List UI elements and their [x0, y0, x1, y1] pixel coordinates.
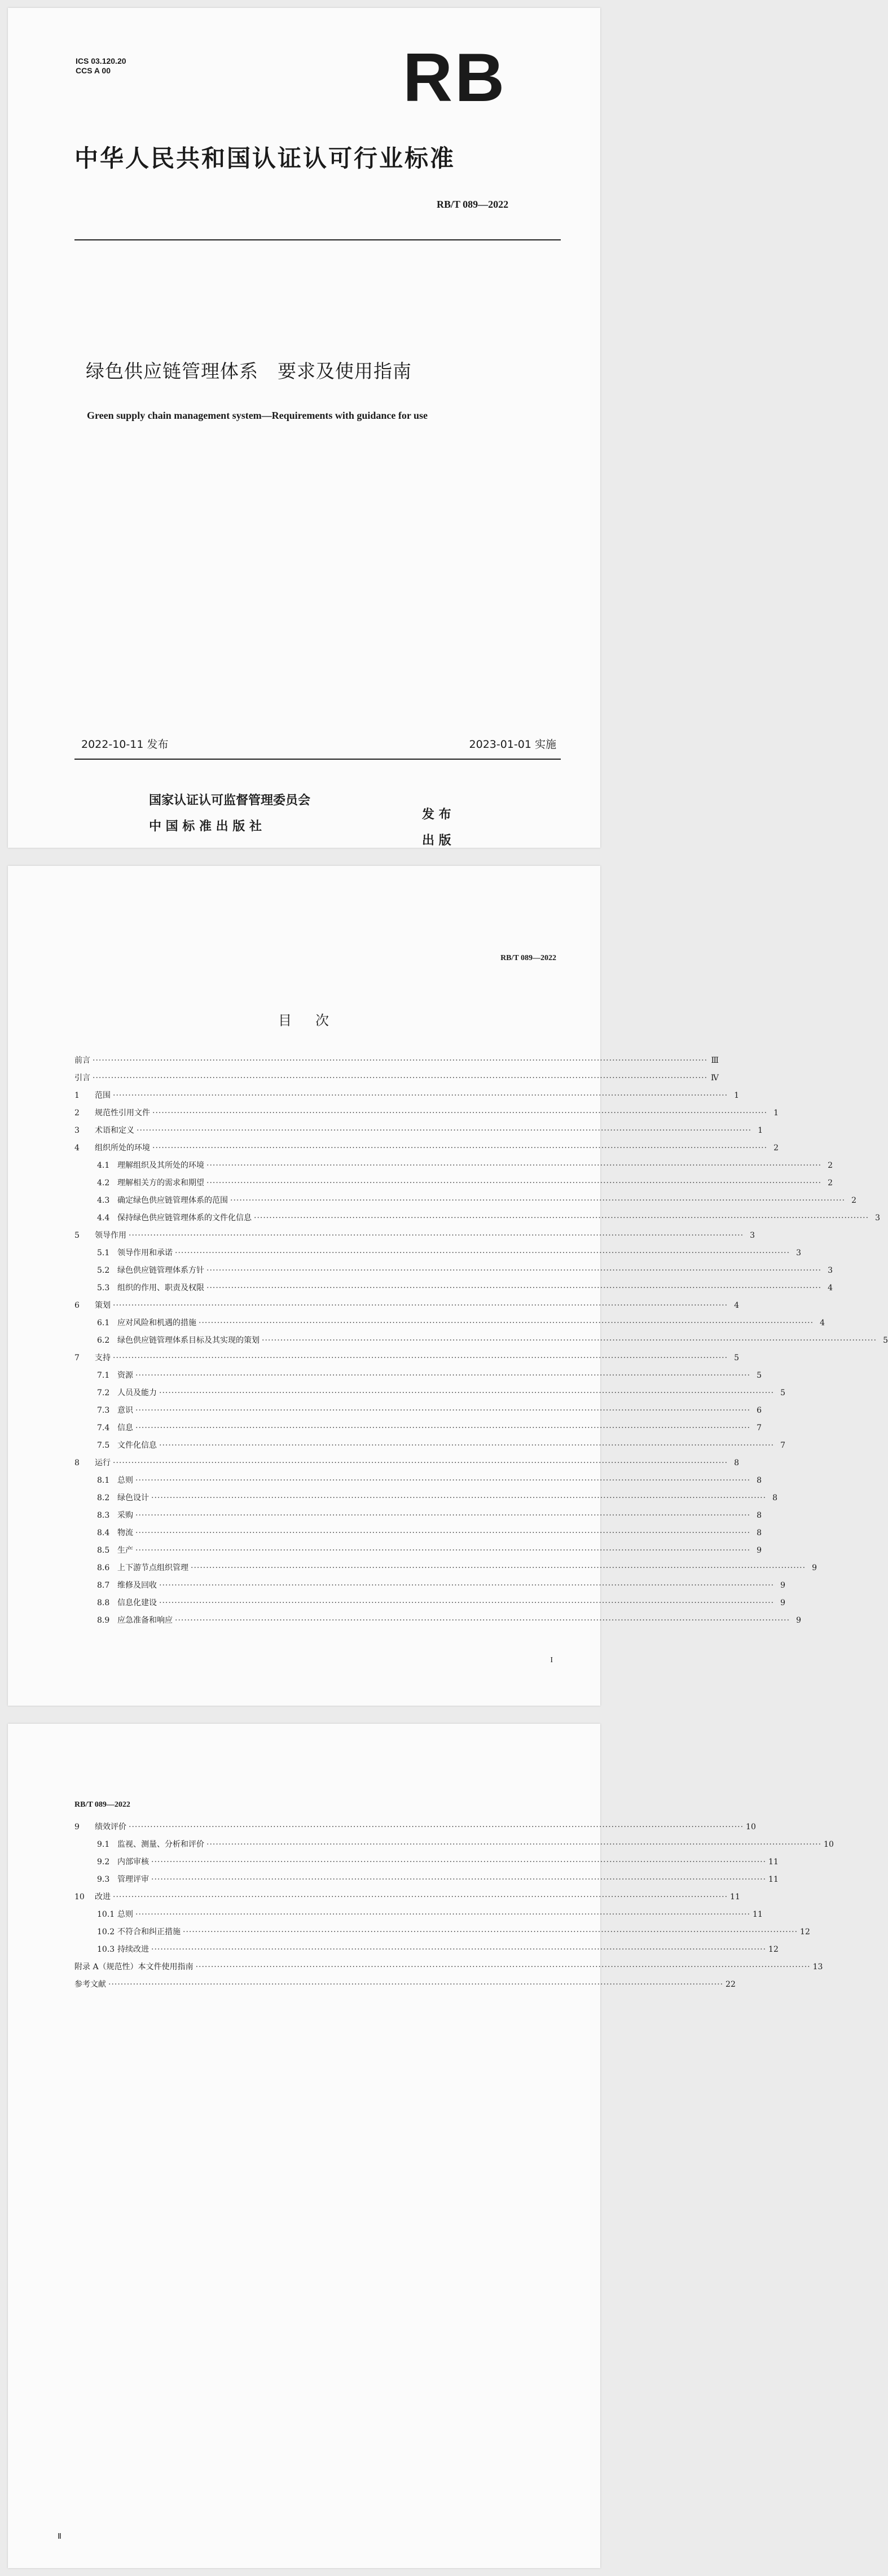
toc-entry-page: 12	[800, 1927, 810, 1937]
toc-title-a: 目	[278, 1013, 293, 1028]
toc-entry-page: 2	[828, 1179, 833, 1188]
toc-entry-text: 不符合和纠正措施	[117, 1927, 181, 1937]
title-cn-sub: 要求及使用指南	[278, 360, 412, 382]
toc-entry-number: 10	[74, 1892, 85, 1902]
toc-entry-label	[97, 1385, 157, 1402]
implement-date: 2023-01-01 实施	[469, 738, 556, 751]
toc-entry-page: 2	[851, 1196, 857, 1205]
toc-entry-page: 9	[812, 1563, 817, 1572]
toc-entry-page: Ⅲ	[711, 1056, 719, 1065]
toc-entry-text: 绿色设计	[117, 1493, 149, 1502]
toc-entry-text: 信息化建设	[117, 1598, 157, 1607]
toc-leader-dots: ········································································································································································································	[159, 1441, 775, 1450]
page-number: Ⅱ	[58, 2533, 61, 2541]
toc-entry	[74, 1924, 810, 1941]
toc-entry-number: 8.9	[97, 1616, 110, 1625]
toc-entry-text: 生产	[117, 1546, 133, 1555]
toc-leader-dots: ········································································································································································································	[113, 1892, 728, 1902]
toc-entry-label	[74, 1052, 90, 1070]
toc-entry	[74, 1577, 786, 1594]
toc-entry	[74, 1854, 779, 1871]
cover-page	[8, 8, 600, 848]
toc-leader-dots: ········································································································································································································	[191, 1563, 806, 1572]
toc-leader-dots: ········································································································································································································	[135, 1511, 751, 1520]
toc-entry-label	[74, 1070, 90, 1087]
toc-entry	[74, 1402, 762, 1420]
toc-leader-dots: ········································································································································································································	[151, 1945, 767, 1954]
toc-leader-dots: ········································································································································································································	[195, 1962, 811, 1972]
toc-entry-page: Ⅳ	[711, 1074, 719, 1083]
toc-entry	[74, 1906, 763, 1924]
toc-entry-text: 持续改进	[117, 1945, 149, 1954]
toc-leader-dots: ········································································································································································································	[135, 1546, 751, 1555]
toc-entry-page: 10	[746, 1823, 756, 1832]
toc-leader-dots: ········································································································································································································	[129, 1823, 744, 1832]
toc-entry	[74, 1976, 736, 1994]
toc-entry-label	[97, 1489, 149, 1507]
toc-leader-dots: ········································································································································································································	[135, 1476, 751, 1485]
toc-entry	[74, 1367, 762, 1385]
toc-entry-page: 3	[796, 1248, 802, 1258]
toc-entry-number: 1	[74, 1091, 80, 1100]
toc-entry	[74, 1542, 762, 1559]
title-cn-main: 绿色供应链管理体系	[86, 360, 258, 382]
toc-entry-number: 5.2	[97, 1266, 110, 1275]
toc-entry-number: 6.1	[97, 1318, 110, 1328]
toc-entry-number: 9.1	[97, 1840, 110, 1849]
publisher-2: 中 国 标 准 出 版 社	[149, 820, 262, 834]
toc-entry-label	[97, 1157, 204, 1175]
toc-entry-page: 2	[773, 1144, 779, 1153]
toc-entry-page: 13	[812, 1962, 823, 1972]
toc-entry-page: 11	[768, 1857, 779, 1867]
toc-leader-dots: ········································································································································································································	[137, 1126, 752, 1135]
toc-entry-text: 改进	[95, 1892, 111, 1902]
toc-entry	[74, 1420, 762, 1437]
toc-leader-dots: ········································································································································································································	[262, 1336, 877, 1345]
toc-leader-dots: ········································································································································································································	[135, 1371, 751, 1380]
toc-entry-label	[74, 1455, 111, 1472]
toc-leader-dots: ········································································································································································································	[159, 1598, 775, 1607]
toc-entry-text: 附录 A（规范性）本文件使用指南	[74, 1962, 194, 1972]
toc-entry	[74, 1227, 755, 1245]
toc-entry	[74, 1332, 888, 1350]
toc-leader-dots: ········································································································································································································	[206, 1266, 822, 1275]
toc-leader-dots: ········································································································································································································	[129, 1231, 744, 1240]
toc-entry-number: 7.5	[97, 1441, 110, 1450]
toc-entry-label	[74, 1350, 111, 1367]
toc-entry-text: 领导作用和承诺	[117, 1248, 173, 1258]
toc-entry	[74, 1350, 740, 1367]
toc-entry-label	[97, 1924, 181, 1941]
toc-entry-text: 意识	[117, 1406, 133, 1415]
toc-entry-text: 信息	[117, 1423, 133, 1432]
toc-entry-number: 4.3	[97, 1196, 110, 1205]
toc-entry-label	[74, 1976, 106, 1994]
toc-entry-label	[97, 1315, 196, 1332]
toc-entry-page: 5	[780, 1388, 786, 1397]
toc-entry	[74, 1594, 786, 1612]
toc-entry-text: 绿色供应链管理体系方针	[117, 1266, 204, 1275]
toc-entry-text: 保持绿色供应链管理体系的文件化信息	[117, 1213, 252, 1223]
toc-entry-page: 8	[757, 1511, 762, 1520]
toc-entry-page: 1	[734, 1091, 740, 1100]
toc-entry-number: 8.1	[97, 1476, 110, 1485]
toc-leader-dots: ········································································································································································································	[175, 1248, 790, 1258]
toc-title-b: 次	[315, 1013, 330, 1028]
toc-entry-text: 管理评审	[117, 1875, 149, 1884]
toc-entry-page: 7	[757, 1423, 762, 1432]
toc-entry-text: 规范性引用文件	[95, 1109, 150, 1118]
toc-leader-dots: ········································································································································································································	[135, 1528, 751, 1537]
toc-entry	[74, 1175, 833, 1192]
toc-entry-number: 6.2	[97, 1336, 110, 1345]
toc-entry-label	[97, 1854, 149, 1871]
toc-entry	[74, 1087, 740, 1105]
toc-entry-page: 4	[820, 1318, 825, 1328]
toc-entry-page: 12	[768, 1945, 779, 1954]
toc-leader-dots: ········································································································································································································	[151, 1493, 767, 1502]
title-en: Green supply chain management system—Requirements with guidance for use	[87, 410, 428, 421]
toc-entry-text: 理解组织及其所处的环境	[117, 1161, 204, 1170]
toc-entry-label	[97, 1262, 204, 1280]
toc-leader-dots: ········································································································································································································	[135, 1423, 751, 1432]
toc-entry-text: 理解相关方的需求和期望	[117, 1179, 204, 1188]
toc-entry-page: 2	[828, 1161, 833, 1170]
toc-entry	[74, 1210, 881, 1227]
toc-entry-page: 1	[773, 1109, 779, 1118]
toc-entry-page: 11	[768, 1875, 779, 1884]
toc-entry-text: 运行	[95, 1458, 111, 1467]
toc-entry	[74, 1889, 740, 1906]
toc-entry-page: 5	[757, 1371, 762, 1380]
toc-entry	[74, 1524, 762, 1542]
toc-leader-dots: ········································································································································································································	[135, 1406, 751, 1415]
toc-entry-number: 8.2	[97, 1493, 110, 1502]
toc-entry-label	[97, 1612, 173, 1629]
toc-entry	[74, 1262, 833, 1280]
toc-entry-text: 引言	[74, 1074, 90, 1083]
toc-entry	[74, 1157, 833, 1175]
toc-entry-text: 组织的作用、职责及权限	[117, 1283, 204, 1293]
toc-entry-number: 7.4	[97, 1423, 110, 1432]
toc-entry-number: 7	[74, 1353, 80, 1363]
toc-entry	[74, 1315, 825, 1332]
toc-entry-label	[74, 1889, 111, 1906]
toc-entry-text: 采购	[117, 1511, 133, 1520]
toc-entry-text: 总则	[117, 1476, 133, 1485]
toc-entry	[74, 1507, 762, 1524]
top-rule	[74, 239, 561, 240]
toc-leader-dots: ········································································································································································································	[230, 1196, 846, 1205]
toc-leader-dots: ········································································································································································································	[113, 1458, 728, 1467]
toc-entry-number: 4.1	[97, 1161, 110, 1170]
toc-leader-dots: ········································································································································································································	[183, 1927, 798, 1937]
toc-entry-label	[97, 1367, 133, 1385]
toc-title	[8, 1009, 600, 1029]
toc-entry-page: 11	[753, 1910, 763, 1919]
toc-entry-page: 10	[824, 1840, 834, 1849]
toc-page-1	[8, 866, 888, 1706]
toc-entry-text: 确定绿色供应链管理体系的范围	[117, 1196, 228, 1205]
toc-entry	[74, 1437, 786, 1455]
toc-page-2	[8, 1724, 834, 2568]
toc-entry-page: 8	[734, 1458, 740, 1467]
toc-entry-text: 应急准备和响应	[117, 1616, 173, 1625]
toc-entry	[74, 1052, 719, 1070]
toc-leader-dots: ········································································································································································································	[93, 1074, 708, 1083]
toc-leader-dots: ········································································································································································································	[151, 1875, 767, 1884]
ics-code: ICS 03.120.20	[76, 56, 126, 65]
bottom-rule	[74, 759, 561, 760]
toc-entry-text: 内部审核	[117, 1857, 149, 1867]
toc-entry-number: 8.8	[97, 1598, 110, 1607]
toc-entry-page: 1	[758, 1126, 763, 1135]
toc-entry-label	[97, 1559, 188, 1577]
toc-entry	[74, 1472, 762, 1489]
toc-list-2	[74, 1819, 834, 1994]
toc-entry-number: 2	[74, 1109, 80, 1118]
toc-leader-dots: ········································································································································································································	[93, 1056, 708, 1065]
toc-entry-number: 4	[74, 1144, 80, 1153]
title-cn	[86, 357, 412, 383]
toc-entry-text: 参考文献	[74, 1980, 106, 1989]
toc-leader-dots: ········································································································································································································	[206, 1840, 822, 1849]
toc-entry	[74, 1836, 834, 1854]
toc-entry-label	[97, 1836, 204, 1854]
toc-entry-page: 9	[780, 1581, 786, 1590]
ics-block	[76, 56, 126, 76]
toc-leader-dots: ········································································································································································································	[159, 1388, 775, 1397]
toc-entry-page: 8	[772, 1493, 778, 1502]
standard-code: RB/T 089—2022	[437, 199, 509, 210]
toc-leader-dots: ········································································································································································································	[254, 1213, 869, 1223]
toc-leader-dots: ········································································································································································································	[113, 1091, 728, 1100]
toc-leader-dots: ········································································································································································································	[113, 1353, 728, 1363]
toc-list-1	[74, 1052, 888, 1629]
toc-entry-text: 维修及回收	[117, 1581, 157, 1590]
toc-entry-page: 3	[875, 1213, 881, 1223]
toc-entry	[74, 1959, 823, 1976]
toc-entry-label	[74, 1140, 150, 1157]
toc-entry-number: 5.1	[97, 1248, 110, 1258]
toc-entry-label	[97, 1175, 204, 1192]
toc-leader-dots: ········································································································································································································	[113, 1301, 728, 1310]
issue-date: 2022-10-11 发布	[81, 738, 169, 751]
toc-leader-dots: ········································································································································································································	[206, 1179, 822, 1188]
toc-entry-text: 策划	[95, 1301, 111, 1310]
header-code: RB/T 089—2022	[500, 954, 556, 962]
toc-entry-number: 8.4	[97, 1528, 110, 1537]
toc-entry-number: 8.6	[97, 1563, 110, 1572]
toc-entry-text: 人员及能力	[117, 1388, 157, 1397]
toc-entry-label	[74, 1087, 111, 1105]
toc-entry-number: 5	[74, 1231, 80, 1240]
toc-entry-number: 3	[74, 1126, 80, 1135]
toc-entry-page: 4	[828, 1283, 833, 1293]
toc-entry-text: 上下游节点组织管理	[117, 1563, 188, 1572]
toc-entry	[74, 1612, 802, 1629]
toc-entry-page: 22	[726, 1980, 736, 1989]
toc-leader-dots: ········································································································································································································	[175, 1616, 790, 1625]
toc-entry-number: 8	[74, 1458, 80, 1467]
toc-entry-label	[97, 1192, 228, 1210]
toc-entry-page: 8	[757, 1528, 762, 1537]
toc-entry-page: 9	[780, 1598, 786, 1607]
toc-entry-page: 5	[883, 1336, 888, 1345]
toc-entry-number: 5.3	[97, 1283, 110, 1293]
toc-entry-number: 8.3	[97, 1511, 110, 1520]
toc-entry-page: 8	[757, 1476, 762, 1485]
toc-entry-number: 4.2	[97, 1179, 110, 1188]
toc-entry-label	[74, 1227, 126, 1245]
toc-entry-text: 组织所处的环境	[95, 1144, 150, 1153]
publisher-2-action: 出 版	[422, 834, 451, 848]
toc-entry	[74, 1192, 857, 1210]
toc-entry	[74, 1297, 740, 1315]
rb-logo: RB	[403, 39, 507, 116]
toc-leader-dots: ········································································································································································································	[199, 1318, 814, 1328]
toc-entry	[74, 1819, 756, 1836]
toc-entry-number: 6	[74, 1301, 80, 1310]
toc-entry-label	[97, 1941, 149, 1959]
toc-entry	[74, 1871, 779, 1889]
toc-entry-page: 6	[757, 1406, 762, 1415]
toc-entry-page: 5	[734, 1353, 740, 1363]
toc-leader-dots: ········································································································································································································	[152, 1144, 768, 1153]
toc-entry-page: 3	[750, 1231, 755, 1240]
toc-entry-number: 4.4	[97, 1213, 110, 1223]
toc-entry-number: 7.1	[97, 1371, 110, 1380]
toc-entry-page: 11	[730, 1892, 740, 1902]
toc-entry-text: 应对风险和机遇的措施	[117, 1318, 196, 1328]
toc-entry-label	[74, 1959, 194, 1976]
toc-entry-number: 10.3	[97, 1945, 115, 1954]
toc-entry	[74, 1280, 833, 1297]
toc-entry	[74, 1070, 719, 1087]
toc-entry-label	[97, 1420, 133, 1437]
toc-leader-dots: ········································································································································································································	[108, 1980, 724, 1989]
toc-entry-label	[97, 1871, 149, 1889]
toc-entry-text: 领导作用	[95, 1231, 126, 1240]
toc-entry-text: 前言	[74, 1056, 90, 1065]
toc-entry-text: 术语和定义	[95, 1126, 134, 1135]
toc-entry-text: 资源	[117, 1371, 133, 1380]
toc-entry-label	[97, 1332, 260, 1350]
publisher-1: 国家认证认可监督管理委员会	[149, 794, 311, 808]
toc-leader-dots: ········································································································································································································	[152, 1109, 768, 1118]
page-number: I	[550, 1656, 553, 1664]
toc-entry-text: 总则	[117, 1910, 133, 1919]
toc-entry-number: 9	[74, 1823, 80, 1832]
toc-entry-label	[97, 1906, 133, 1924]
toc-entry-label	[97, 1507, 133, 1524]
toc-entry	[74, 1105, 779, 1122]
toc-entry-page: 7	[780, 1441, 786, 1450]
toc-entry-text: 绿色供应链管理体系目标及其实现的策划	[117, 1336, 260, 1345]
toc-entry-text: 监视、测量、分析和评价	[117, 1840, 204, 1849]
toc-entry	[74, 1122, 763, 1140]
toc-entry-page: 9	[796, 1616, 802, 1625]
toc-entry-number: 8.5	[97, 1546, 110, 1555]
toc-leader-dots: ········································································································································································································	[135, 1910, 751, 1919]
toc-entry-label	[97, 1577, 157, 1594]
toc-entry	[74, 1245, 802, 1262]
toc-entry-text: 文件化信息	[117, 1441, 157, 1450]
toc-entry-label	[97, 1402, 133, 1420]
toc-entry-number: 7.3	[97, 1406, 110, 1415]
toc-entry	[74, 1489, 778, 1507]
toc-entry-label	[97, 1245, 173, 1262]
toc-entry-number: 8.7	[97, 1581, 110, 1590]
toc-entry-label	[97, 1210, 252, 1227]
toc-entry-number: 9.2	[97, 1857, 110, 1867]
toc-entry	[74, 1140, 779, 1157]
toc-entry-page: 4	[734, 1301, 740, 1310]
toc-entry-label	[97, 1280, 204, 1297]
publisher-1-action: 发 布	[422, 808, 451, 822]
toc-entry-label	[74, 1819, 126, 1836]
toc-entry-label	[74, 1122, 134, 1140]
toc-entry-number: 10.1	[97, 1910, 115, 1919]
toc-entry-text: 绩效评价	[95, 1823, 126, 1832]
toc-leader-dots: ········································································································································································································	[206, 1161, 822, 1170]
toc-entry-label	[97, 1472, 133, 1489]
toc-entry-number: 7.2	[97, 1388, 110, 1397]
toc-entry-number: 10.2	[97, 1927, 115, 1937]
toc-leader-dots: ········································································································································································································	[159, 1581, 775, 1590]
toc-leader-dots: ········································································································································································································	[151, 1857, 767, 1867]
toc-entry-number: 9.3	[97, 1875, 110, 1884]
toc-entry	[74, 1385, 786, 1402]
header-code: RB/T 089—2022	[74, 1800, 130, 1809]
toc-entry-label	[74, 1105, 150, 1122]
toc-entry-page: 3	[828, 1266, 833, 1275]
toc-entry-label	[97, 1542, 133, 1559]
toc-entry-text: 支持	[95, 1353, 111, 1363]
toc-entry-text: 范围	[95, 1091, 111, 1100]
toc-entry-label	[97, 1594, 157, 1612]
ccs-code: CCS A 00	[76, 66, 111, 75]
standard-type: 中华人民共和国认证认可行业标准	[74, 144, 456, 172]
toc-entry-label	[97, 1437, 157, 1455]
toc-entry-label	[97, 1524, 133, 1542]
toc-leader-dots: ········································································································································································································	[206, 1283, 822, 1293]
toc-entry-page: 9	[757, 1546, 762, 1555]
toc-entry	[74, 1941, 779, 1959]
toc-entry-text: 物流	[117, 1528, 133, 1537]
toc-entry	[74, 1455, 740, 1472]
toc-entry	[74, 1559, 817, 1577]
toc-entry-label	[74, 1297, 111, 1315]
